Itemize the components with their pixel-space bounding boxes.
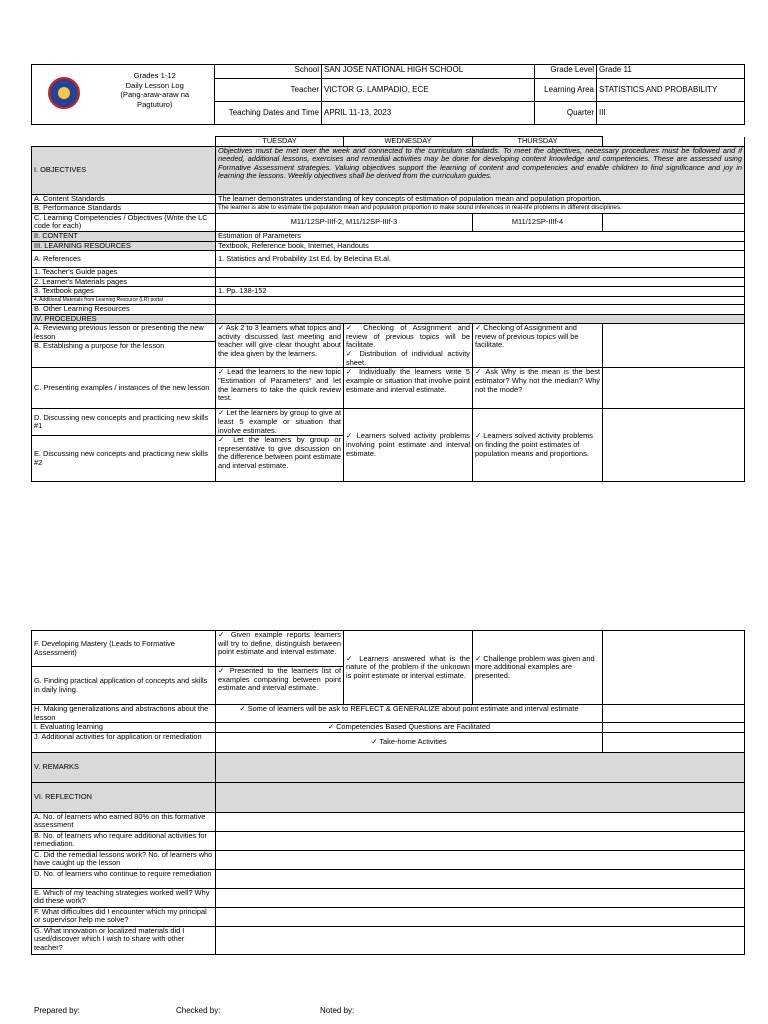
teacher-value: VICTOR G. LAMPADIO, ECE xyxy=(322,79,535,102)
blank-cell xyxy=(216,850,745,869)
textbook-label: 3. Textbook pages xyxy=(32,287,216,297)
school-label: School xyxy=(215,65,322,79)
school-value: SAN JOSE NATIONAL HIGH SCHOOL xyxy=(322,65,535,79)
competencies-row xyxy=(32,213,745,231)
reflection-item-f: F. What difficulties did I encounter which my principal or supervisor help me solve? xyxy=(32,907,216,926)
grade-level-label: Grade Level xyxy=(535,65,597,79)
blank-cell xyxy=(603,631,745,705)
learning-area-label: Learning Area xyxy=(535,79,597,102)
blank-cell xyxy=(603,705,745,723)
proc-d-row xyxy=(32,409,745,436)
checked-by-label: Checked by: xyxy=(176,1006,221,1015)
blank-cell xyxy=(216,296,745,304)
proc-b-label: B. Establishing a purpose for the lesson xyxy=(32,342,216,368)
objectives-text: Objectives must be met over the week and connected to the curriculum standards. To meet the objectives, necessary procedures must be followed and if needed, additional lessons, exercises and remedial activities may be done for developing content knowledge and competencies. These are assessed using Formative Assessment strategies. Valuing objectives support the learning of content and competencies and enable children to find significance and joy in learning the lessons. Weekly objectives shall be derived from the curriculum guides. xyxy=(216,146,745,194)
reflection-item-b: B. No. of learners who require additional activities for remediation. xyxy=(32,831,216,850)
additional-row xyxy=(32,296,745,304)
proc-i-text: ✓ Competencies Based Questions are Facilitated xyxy=(216,723,603,733)
day-thursday: THURSDAY xyxy=(473,137,603,147)
blank-cell xyxy=(216,268,745,278)
reflection-row xyxy=(32,782,745,812)
blank-cell xyxy=(216,752,745,782)
proc-h-row xyxy=(32,705,745,723)
reflection-row-a xyxy=(32,812,745,831)
pang-text: (Pang-araw-araw na xyxy=(120,90,190,99)
proc-j-label: J. Additional activities for application or remediation xyxy=(32,732,216,752)
proc-f-label: F. Developing Mastery (Leads to Formative Assessment) xyxy=(32,631,216,667)
content-row xyxy=(32,231,745,241)
performance-standards-row xyxy=(32,204,745,214)
proc-de-wed: ✓ Learners solved activity problems involving point estimate and interval estimate. xyxy=(344,409,473,482)
log-title xyxy=(96,65,215,125)
reflection-item-a: A. No. of learners who earned 80% on this formative assessment xyxy=(32,812,216,831)
deped-logo-cell xyxy=(32,65,96,125)
dates-label: Teaching Dates and Time xyxy=(215,102,322,125)
proc-g-label: G. Finding practical application of concepts and skills in daily living. xyxy=(32,667,216,705)
proc-d-label: D. Discussing new concepts and practicing new skills #1 xyxy=(32,409,216,436)
blank-cell xyxy=(603,368,745,409)
quarter-value: III xyxy=(597,102,745,125)
proc-f-row xyxy=(32,631,745,667)
performance-standards-text: The learner is able to estimate the population mean and population proportion to make sound inferences in real-life problems in different disciplines. xyxy=(216,204,745,214)
proc-c-wed: ✓ Individually the learners write 5 example or situation that involve point estimate and interval estimate. xyxy=(344,368,473,409)
teacher-label: Teacher xyxy=(215,79,322,102)
dll-text: Daily Lesson Log xyxy=(125,80,184,90)
dates-value: APRIL 11-13, 2023 xyxy=(322,102,535,125)
days-row xyxy=(32,137,745,147)
blank-cell xyxy=(216,782,745,812)
proc-c-label: C. Presenting examples / instances of the new lesson xyxy=(32,368,216,409)
proc-ab-wed: ✓ Checking of Assignment and review of previous topics will be facilitate. ✓ Distribution of individual activity sheet. xyxy=(344,324,473,368)
grades-text: Grades 1-12 xyxy=(133,71,176,80)
prepared-by-label: Prepared by: xyxy=(34,1006,80,1015)
blank-cell xyxy=(603,723,745,733)
blank-cell xyxy=(603,409,745,482)
blank-cell xyxy=(32,137,216,147)
blank-cell xyxy=(603,213,745,231)
day-tuesday: TUESDAY xyxy=(216,137,344,147)
blank-cell xyxy=(216,888,745,907)
proc-f-tue: ✓ Given example reports learners will try to define, distinguish between point estimate and interval estimate. xyxy=(216,631,344,667)
reflection-label: VI. REFLECTION xyxy=(32,782,216,812)
proc-i-row xyxy=(32,723,745,733)
resources-text: Textbook, Reference book, Internet, Handouts xyxy=(216,241,745,251)
reflection-row-e xyxy=(32,888,745,907)
performance-standards-label: B. Performance Standards xyxy=(32,204,216,214)
proc-a-row xyxy=(32,324,745,342)
proc-c-tue: ✓ Lead the learners to the new topic "Estimation of Parameters" and let the learners to take the quick review test. xyxy=(216,368,344,409)
reflection-item-g: G. What innovation or localized materials did I used/discover which I wish to share with other teacher? xyxy=(32,926,216,954)
reflection-row-c xyxy=(32,850,745,869)
competencies-tue-wed: M11/12SP-IIIf-2, M11/12SP-IIIf-3 xyxy=(216,213,473,231)
content-text: Estimation of Parameters xyxy=(216,231,745,241)
day-wednesday: WEDNESDAY xyxy=(344,137,473,147)
materials-label: 2. Learner's Materials pages xyxy=(32,277,216,287)
reflection-row-d xyxy=(32,869,745,888)
guide-label: 1. Teacher's Guide pages xyxy=(32,268,216,278)
reflection-item-e: E. Which of my teaching strategies worked well? Why did these work? xyxy=(32,888,216,907)
proc-de-thu: ✓ Learners solved activity problems on finding the point estimates of population means and proportions. xyxy=(473,409,603,482)
reflection-row-f xyxy=(32,907,745,926)
blank-cell xyxy=(216,831,745,850)
competencies-label: C. Learning Competencies / Objectives (Write the LC code for each) xyxy=(32,213,216,231)
reflection-row-g xyxy=(32,926,745,954)
materials-row xyxy=(32,277,745,287)
deped-seal-icon xyxy=(48,77,80,109)
remarks-label: V. REMARKS xyxy=(32,752,216,782)
reflection-item-c: C. Did the remedial lessons work? No. of learners who have caught up the lesson xyxy=(32,850,216,869)
additional-label: 4. Additional Materials from Learning Resource (LR) portal xyxy=(32,296,216,304)
objectives-label: I. OBJECTIVES xyxy=(32,146,216,194)
other-resources-row xyxy=(32,304,745,314)
proc-d-tue: ✓ Let the learners by group to give at least 5 example or situation that involve estimates. xyxy=(216,409,344,436)
proc-j-text: ✓ Take-home Activities xyxy=(216,732,603,752)
proc-fg-wed: ✓ Learners answered what is the nature of the problem if the unknown is point estimate or interval estimate. xyxy=(344,631,473,705)
blank-cell xyxy=(216,812,745,831)
references-text: 1. Statistics and Probability 1st Ed. by Belecina Et.al. xyxy=(216,251,745,268)
remarks-row xyxy=(32,752,745,782)
other-resources-label: B. Other Learning Resources xyxy=(32,304,216,314)
continued-table xyxy=(31,630,745,955)
blank-cell xyxy=(603,732,745,752)
blank-cell xyxy=(216,304,745,314)
references-row xyxy=(32,251,745,268)
content-standards-label: A. Content Standards xyxy=(32,194,216,204)
content-standards-row xyxy=(32,194,745,204)
blank-cell xyxy=(603,137,745,147)
proc-i-label: I. Evaluating learning xyxy=(32,723,216,733)
guide-row xyxy=(32,268,745,278)
noted-by-label: Noted by: xyxy=(320,1006,355,1015)
proc-g-tue: ✓ Presented to the learners list of examples comparing between point estimate and interval estimate. xyxy=(216,667,344,705)
reflection-row-b xyxy=(32,831,745,850)
proc-e-label: E. Discussing new concepts and practicing new skills #2 xyxy=(32,436,216,482)
resources-row xyxy=(32,241,745,251)
main-table xyxy=(31,136,745,482)
blank-cell xyxy=(216,277,745,287)
proc-ab-thu: ✓ Checking of Assignment and review of previous topics will be facilitate. xyxy=(473,324,603,368)
proc-h-text: ✓ Some of learners will be ask to REFLECT & GENERALIZE about point estimate and interval estimate xyxy=(216,705,603,723)
proc-e-tue: ✓ Let the learners by group or representative to give discussion on the difference between point estimate and interval estimate. xyxy=(216,436,344,482)
header-table xyxy=(31,64,745,125)
grade-level-value: Grade 11 xyxy=(597,65,745,79)
textbook-text: 1. Pp. 138-152 xyxy=(216,287,745,297)
proc-fg-thu: ✓ Challenge problem was given and more additional examples are presented. xyxy=(473,631,603,705)
competencies-thu: M11/12SP-IIIf-4 xyxy=(473,213,603,231)
blank-cell xyxy=(216,926,745,954)
references-label: A. References xyxy=(32,251,216,268)
learning-area-value: STATISTICS AND PROBABILITY xyxy=(597,79,745,102)
blank-cell xyxy=(216,907,745,926)
blank-cell xyxy=(216,869,745,888)
procedures-label: IV. PROCEDURES xyxy=(32,314,216,324)
content-label: II. CONTENT xyxy=(32,231,216,241)
proc-h-label: H. Making generalizations and abstractions about the lesson xyxy=(32,705,216,723)
reflection-item-d: D. No. of learners who continue to require remediation xyxy=(32,869,216,888)
textbook-row xyxy=(32,287,745,297)
proc-ab-tue: ✓ Ask 2 to 3 learners what topics and activity discussed last meeting and teacher will give clear thought about the idea given by the learners. xyxy=(216,324,344,368)
proc-a-label: A. Reviewing previous lesson or presenting the new lesson xyxy=(32,324,216,342)
content-standards-text: The learner demonstrates understanding of key concepts of estimation of population mean and population proportion. xyxy=(216,194,745,204)
pagtuturo-text: Pagtuturo) xyxy=(137,99,173,109)
quarter-label: Quarter xyxy=(535,102,597,125)
objectives-row xyxy=(32,146,745,194)
proc-j-row xyxy=(32,732,745,752)
proc-c-thu: ✓ Ask Why is the mean is the best estimator? Why not the median? Why not the mode? xyxy=(473,368,603,409)
proc-c-row xyxy=(32,368,745,409)
resources-label: III. LEARNING RESOURCES xyxy=(32,241,216,251)
blank-cell xyxy=(603,324,745,368)
